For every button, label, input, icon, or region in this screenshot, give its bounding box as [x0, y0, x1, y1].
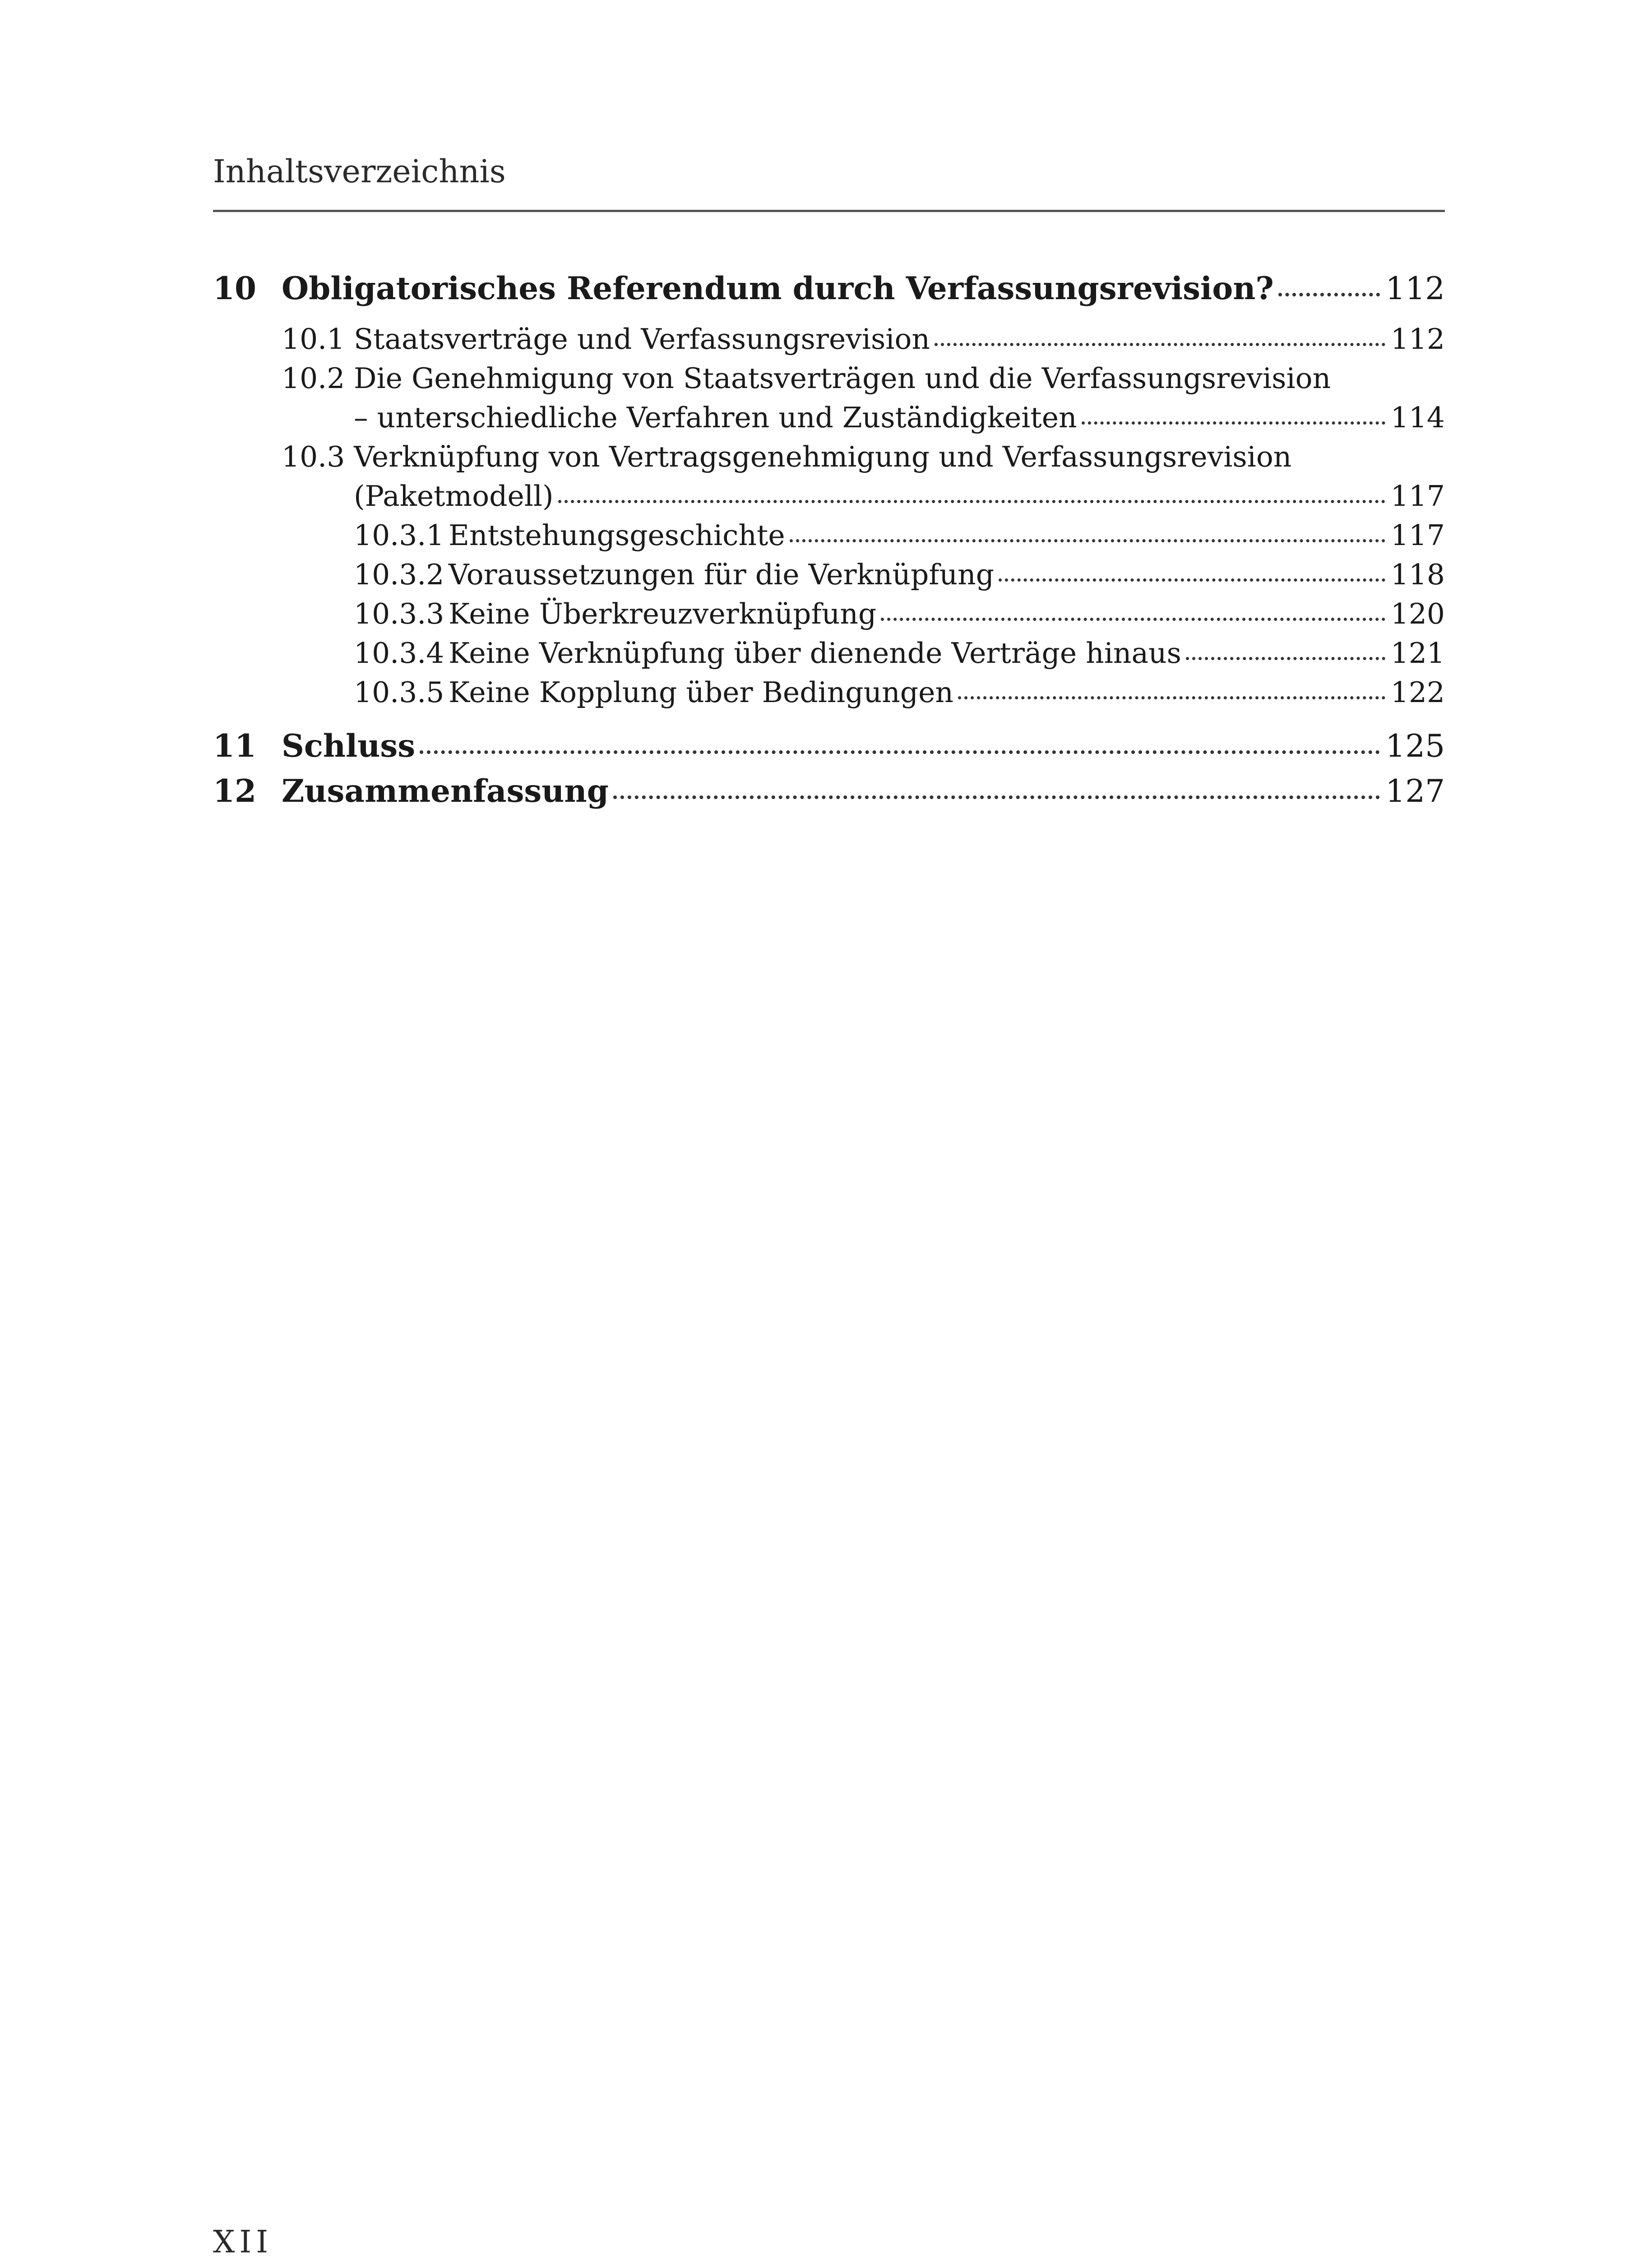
toc-leader-dots	[420, 732, 1380, 754]
toc-section-10-1[interactable]	[213, 319, 1445, 359]
toc-title: Keine Kopplung über Bedingungen	[449, 676, 953, 709]
toc-leader-dots	[935, 326, 1385, 346]
toc-leader-dots	[1278, 274, 1380, 296]
toc-leader-dots	[790, 522, 1385, 542]
table-of-contents	[213, 266, 1445, 814]
toc-section-line	[213, 359, 1445, 398]
toc-number: 10.3.4	[354, 637, 444, 670]
toc-section-line	[213, 437, 1445, 476]
toc-subsection-10-3-2[interactable]	[213, 555, 1445, 594]
toc-title: Schluss	[282, 728, 416, 764]
toc-chapter-10[interactable]	[213, 266, 1445, 311]
toc-number: 10.3.2	[354, 558, 444, 591]
toc-leader-dots	[999, 561, 1385, 582]
toc-chapter-12[interactable]	[213, 769, 1445, 814]
toc-page-number: 118	[1390, 558, 1445, 591]
toc-page-number: 120	[1390, 597, 1445, 630]
toc-number: 10.3.1	[354, 519, 444, 552]
toc-title: Obligatorisches Referendum durch Verfassungsrevision?	[282, 270, 1274, 307]
header-rule	[213, 210, 1445, 212]
toc-page-number: 114	[1390, 401, 1445, 434]
toc-leader-dots	[613, 777, 1380, 799]
toc-number: 11	[213, 728, 257, 764]
running-header: Inhaltsverzeichnis	[213, 153, 506, 190]
toc-number: 10.3	[282, 440, 345, 473]
toc-number: 10	[213, 270, 257, 307]
toc-title-line-1: Die Genehmigung von Staatsverträgen und die Verfassungsrevision	[354, 362, 1331, 395]
toc-page-number: 121	[1390, 637, 1445, 670]
spacer	[213, 311, 1445, 319]
toc-title: Keine Verknüpfung über dienende Verträge hinaus	[449, 637, 1181, 670]
toc-section-10-2[interactable]	[213, 359, 1445, 437]
toc-leader-dots	[958, 679, 1385, 699]
toc-number: 10.2	[282, 362, 345, 395]
toc-subsection-10-3-4[interactable]	[213, 633, 1445, 673]
toc-page-number: 112	[1385, 271, 1445, 307]
toc-page-number: 127	[1385, 773, 1445, 809]
toc-number: 12	[213, 773, 257, 809]
toc-title-line-2: – unterschiedliche Verfahren und Zuständigkeiten	[354, 401, 1077, 434]
toc-section-line	[213, 398, 1445, 437]
page-number-footer: XII	[213, 2224, 273, 2256]
toc-number: 10.1	[282, 323, 345, 356]
toc-page-number: 117	[1390, 519, 1445, 552]
toc-leader-dots	[558, 483, 1385, 503]
toc-title: Entstehungsgeschichte	[449, 519, 785, 552]
toc-page-number: 117	[1390, 480, 1445, 513]
toc-section-10-3[interactable]	[213, 437, 1445, 516]
toc-subsection-10-3-1[interactable]	[213, 516, 1445, 555]
toc-page-number: 125	[1385, 728, 1445, 764]
toc-title: Keine Überkreuzverknüpfung	[449, 597, 877, 630]
toc-subsection-10-3-5[interactable]	[213, 673, 1445, 712]
toc-section-line	[213, 476, 1445, 516]
toc-page-number: 122	[1390, 676, 1445, 709]
toc-title: Staatsverträge und Verfassungsrevision	[354, 323, 930, 356]
toc-title-line-1: Verknüpfung von Vertragsgenehmigung und Verfassungsrevision	[354, 440, 1292, 473]
toc-number: 10.3.5	[354, 676, 444, 709]
toc-subsection-10-3-3[interactable]	[213, 594, 1445, 633]
toc-title: Voraussetzungen für die Verknüpfung	[449, 558, 995, 591]
toc-title: Zusammenfassung	[282, 773, 609, 809]
toc-number: 10.3.3	[354, 597, 444, 630]
toc-leader-dots	[1082, 404, 1385, 425]
spacer	[213, 712, 1445, 724]
toc-page-number: 112	[1390, 323, 1445, 356]
toc-chapter-11[interactable]	[213, 724, 1445, 769]
toc-leader-dots	[881, 601, 1385, 621]
toc-title-line-2: (Paketmodell)	[354, 480, 554, 513]
toc-leader-dots	[1186, 640, 1385, 660]
